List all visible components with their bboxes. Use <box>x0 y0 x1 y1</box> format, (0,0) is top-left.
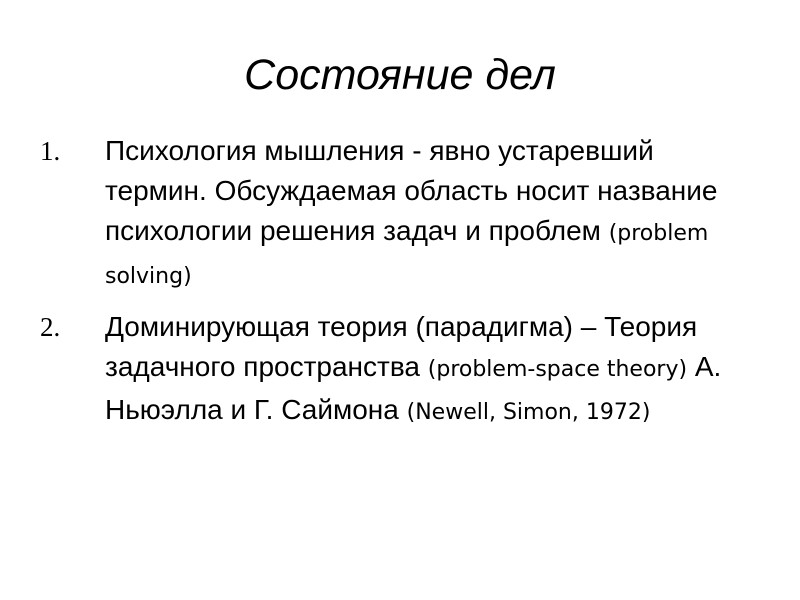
item-text-citation: (Newell, Simon, 1972) <box>406 400 651 425</box>
list-item-number: 1. <box>40 136 61 166</box>
slide-title: Состояние дел <box>244 51 556 99</box>
list-item <box>40 131 740 297</box>
list-item-number: 2. <box>40 312 61 342</box>
item-text-main: Психология мышления - явно устаревший термин. Обсуждаемая область носит название психологии решения задач и проблем <box>105 135 718 246</box>
numbered-list <box>40 131 740 443</box>
list-item-text <box>105 131 740 297</box>
item-text-english: (problem solving) <box>105 221 709 289</box>
item-text-authors: А. Ньюэлла и Г. Саймона <box>105 351 722 425</box>
item-text-main: Доминирующая теория (парадигма) – Теория задачного пространства <box>105 311 698 382</box>
list-item-text <box>105 307 740 433</box>
list-item <box>40 307 740 433</box>
item-text-english: (problem-space theory) <box>427 357 688 382</box>
